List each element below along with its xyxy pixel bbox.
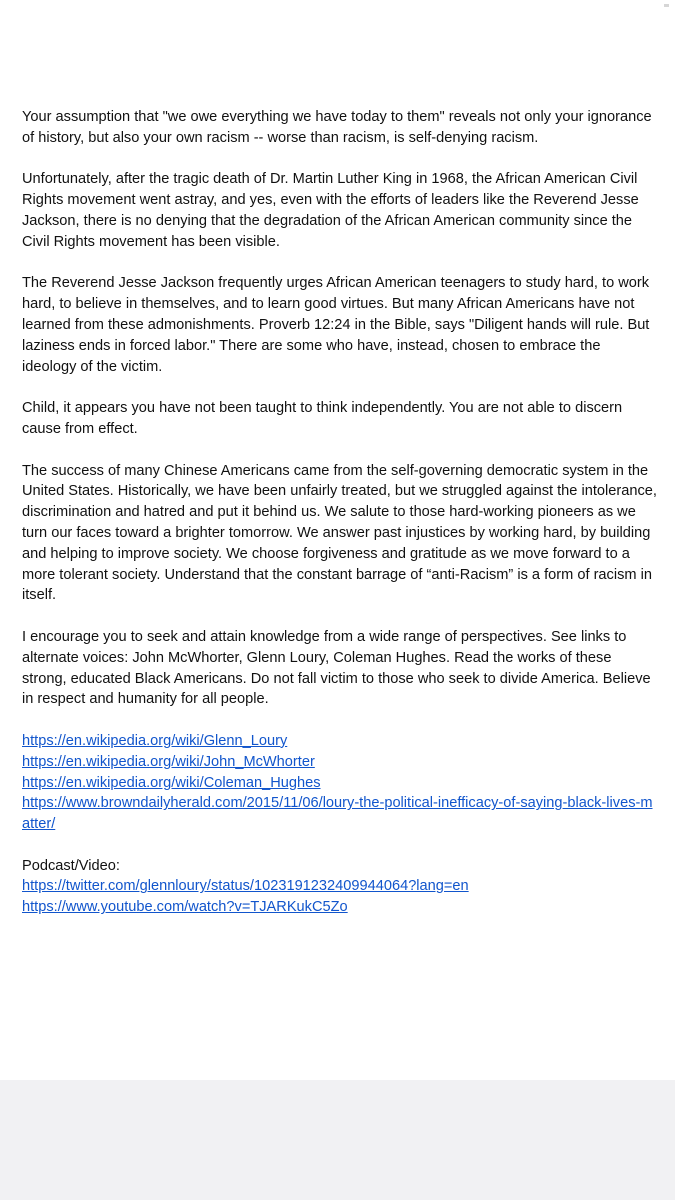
- paragraph-4: Child, it appears you have not been taught to think independently. You are not able to discern cause from effect.: [22, 400, 623, 437]
- link-brown-daily-herald[interactable]: https://www.browndailyherald.com/2015/11/06/loury-the-political-inefficacy-of-saying-black-lives-matter/: [22, 795, 653, 833]
- paragraph-5: The success of many Chinese Americans came from the self-governing democratic system in the United States. Historically, we have been unfairly treated, but we struggled against the intolerance, discrimination and hatred and put it behind us. We salute to those hard-working pioneers as we turn our faces toward a brighter tomorrow. We answer past injustices by working hard, by building and helping to improve society. We choose forgiveness and gratitude as we move forward to a more tolerant society. Understand that the constant barrage of “anti-Racism” is a form of racism in itself.: [22, 462, 657, 604]
- podcast-label: Podcast/Video:: [22, 857, 120, 874]
- paragraph-2: Unfortunately, after the tragic death of Dr. Martin Luther King in 1968, the African American Civil Rights movement went astray, and yes, even with the efforts of leaders like the Reverend Jesse Jackson, there is no denying that the degradation of the African American community since the Civil Rights movement has been visible.: [22, 171, 639, 250]
- paragraph-1: Your assumption that "we owe everything we have today to them" reveals not only your ignorance of history, but also your own racism -- worse than racism, is self-denying racism.: [22, 109, 652, 146]
- paragraph-3: The Reverend Jesse Jackson frequently urges African American teenagers to study hard, to work hard, to believe in themselves, and to learn good virtues. But many African Americans have not learned from these admonishments. Proverb 12:24 in the Bible, says "Diligent hands will rule. But laziness ends in forced labor." There are some who have, instead, chosen to embrace the ideology of the victim.: [22, 275, 650, 375]
- link-youtube[interactable]: https://www.youtube.com/watch?v=TJARKukC5Zo: [22, 899, 348, 916]
- link-coleman-hughes[interactable]: https://en.wikipedia.org/wiki/Coleman_Hughes: [22, 774, 321, 791]
- paragraph-6: I encourage you to seek and attain knowledge from a wide range of perspectives. See links to alternate voices: John McWhorter, Glenn Loury, Coleman Hughes. Read the works of these strong, educated Black Americans. Do not fall victim to those who seek to divide America. Believe in respect and humanity for all people.: [22, 628, 651, 708]
- link-glenn-loury[interactable]: https://en.wikipedia.org/wiki/Glenn_Loury: [22, 732, 288, 749]
- reference-links: [22, 731, 658, 835]
- link-twitter[interactable]: https://twitter.com/glennloury/status/1023191232409944064?lang=en: [22, 878, 469, 895]
- document-body: [22, 107, 658, 918]
- viewer-background: [0, 1080, 675, 1200]
- link-john-mcwhorter[interactable]: https://en.wikipedia.org/wiki/John_McWhorter: [22, 753, 315, 770]
- podcast-section: [22, 856, 658, 918]
- scroll-indicator[interactable]: [664, 4, 669, 7]
